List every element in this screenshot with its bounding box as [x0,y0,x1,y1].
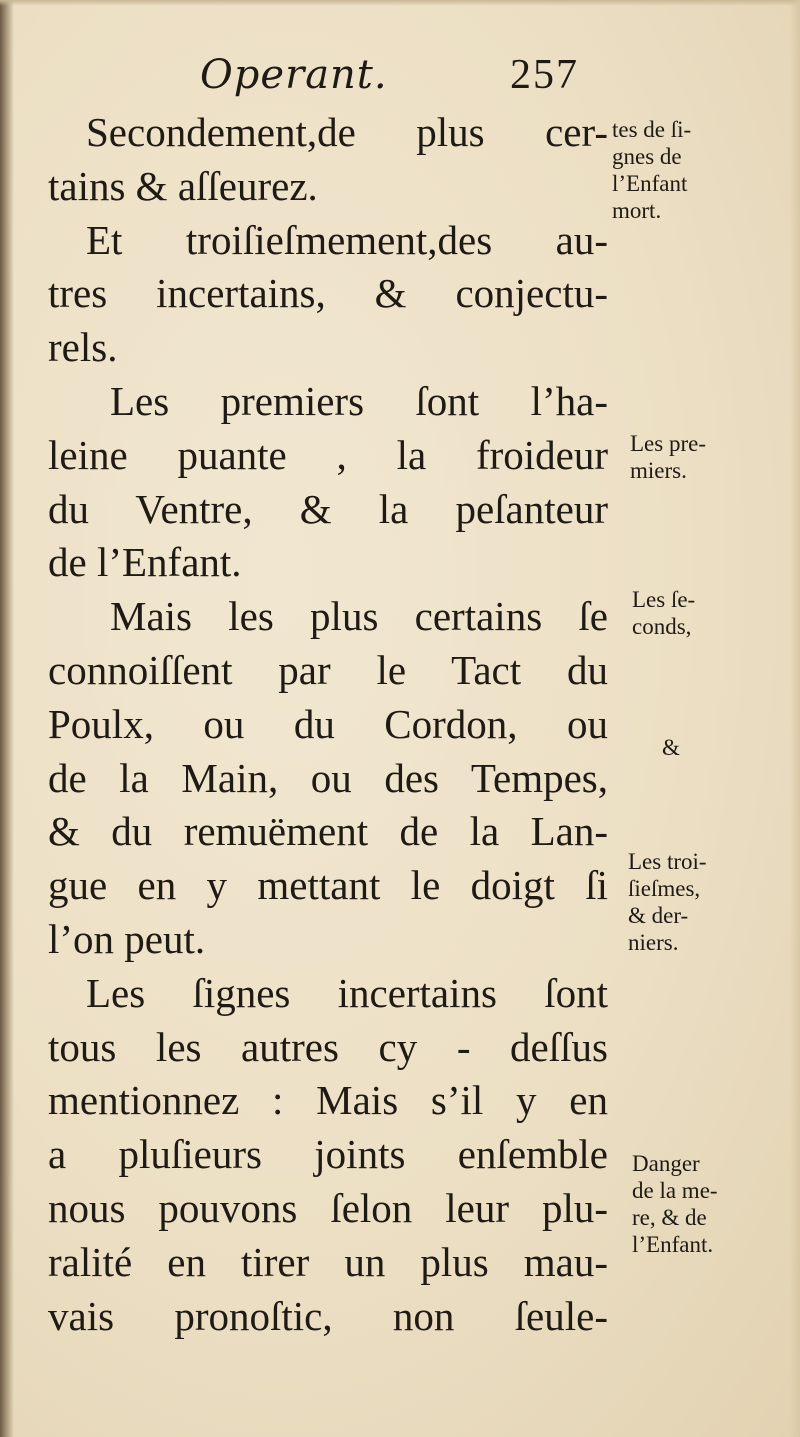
text-line: tains & aſſeurez. [48,162,318,209]
text-line: gue en y mettant le doigt ſi [48,862,608,909]
text-line: leine puante , la froideur [48,431,608,478]
margin-line: l’Enfant. [632,1232,714,1257]
text-line: l’on peut. [48,915,206,962]
text-line: de la Main, ou des Tempes, [48,754,608,801]
margin-line: & [662,735,680,760]
margin-line: niers. [628,930,679,955]
text-line: rels. [48,324,118,371]
text-line: vais pronoſtic, non ſeule- [48,1292,608,1339]
margin-line: & der- [628,903,689,928]
text-line: Secondement,de plus cer- [86,109,608,155]
margin-line: tes de ſi- [612,117,692,142]
margin-line: Les pre- [630,431,706,456]
margin-line: Les troi- [628,849,707,874]
margin-note-and [662,734,680,761]
paragraph-premiers [48,375,608,429]
margin-note-premiers [630,430,706,484]
margin-note-seconds [632,586,695,640]
margin-line: re, & de [632,1205,707,1230]
running-head: Operant. [200,52,388,98]
text-line: Les ſignes incertains ſont [86,969,608,1016]
paragraph-plus-certains [48,590,608,644]
text-line: du Ventre, & la peſanteur [48,485,608,532]
body-text [48,106,608,1343]
text-line: a pluſieurs joints enſemble [48,1131,608,1178]
paragraph-secondement [48,106,608,160]
binding-gutter [0,0,14,1437]
margin-note-signes [612,116,691,224]
page-top-edge [0,0,800,6]
page-number: 257 [510,52,579,98]
paragraph-troisiesmement-cont [48,267,608,375]
margin-line: ſieſmes, [628,876,701,901]
text-line: de l’Enfant. [48,539,242,586]
text-line: mentionnez : Mais s’il y en [48,1077,608,1124]
text-line: Les premiers ſont l’ha- [110,377,608,424]
margin-line: mort. [612,198,662,223]
margin-line: gnes de [612,144,682,169]
margin-note-troisiesmes [628,848,707,956]
text-line: Mais les plus certains ſe [110,593,608,640]
margin-line: miers. [630,458,687,483]
text-line: Poulx, ou du Cordon, ou [48,700,608,747]
margin-line: Danger [632,1151,700,1176]
margin-line: de la me- [632,1178,718,1203]
text-line: connoiſſent par le Tact du [48,646,608,693]
paragraph-premiers-cont [48,429,608,590]
text-line: Et troiſieſmement,des au- [86,216,608,263]
margin-line: conds, [632,614,692,639]
text-line: tres incertains, & conjectu- [48,270,608,317]
text-line: ralité en tirer un plus mau- [48,1238,608,1285]
text-line: nous pouvons ſelon leur plu- [48,1184,608,1231]
margin-note-danger [632,1150,718,1258]
paragraph-plus-certains-cont [48,644,608,967]
margin-line: Les ſe- [632,587,696,612]
text-line: tous les autres cy - deſſus [48,1023,608,1070]
margin-line: l’Enfant [612,171,688,196]
paragraph-signes-incertains [48,967,608,1021]
paragraph-signes-incertains-cont [48,1021,608,1344]
text-line: & du remuëment de la Lan- [48,808,608,855]
page-right-edge [790,0,800,1437]
paragraph-secondement-cont [48,160,608,214]
paragraph-troisiesmement [48,214,608,268]
